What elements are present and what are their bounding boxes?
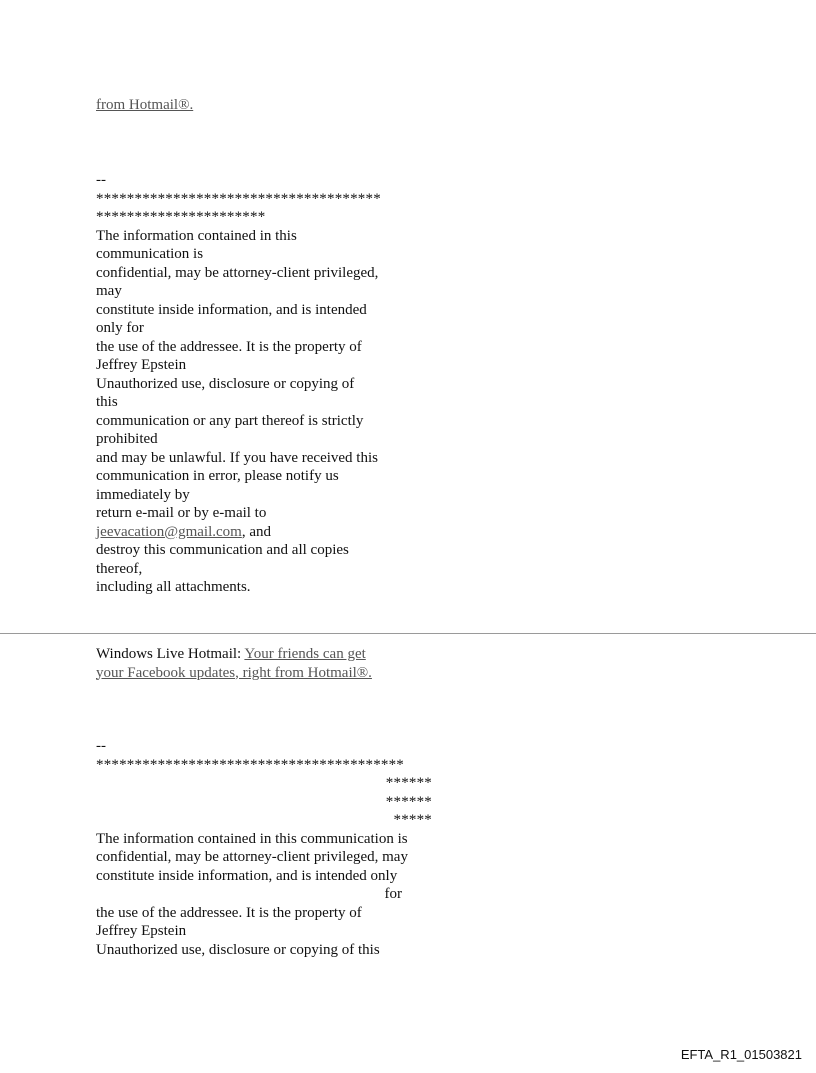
hotmail-promo [96,645,426,682]
signature-dash: -- [96,738,106,754]
disclaimer-line: including all attachments. [96,579,251,595]
disclaimer-line: confidential, may be attorney-client privileged, [96,264,379,281]
disclaimer-line: prohibited [96,431,158,447]
disclaimer-line: communication or any part thereof is strictly [96,412,364,429]
disclaimer-line: confidential, may be attorney-client privileged, may [96,849,408,865]
stars-line: ************************************* [96,190,381,207]
disclaimer-line: communication is [96,246,204,262]
disclaimer-line: communication in error, please notify us [96,468,339,484]
signature-block-2 [96,737,456,959]
disclaimer-line: constitute inside information, and is intended [96,301,367,318]
disclaimer-line: this [96,394,118,410]
top-fragment [96,96,426,115]
hotmail-link-fragment[interactable]: from Hotmail®. [96,97,194,113]
disclaimer-line: the use of the addressee. It is the property of [96,904,362,921]
horizontal-divider [0,633,816,634]
promo-link-part-1[interactable]: Your friends can get [244,646,366,662]
stars-line: **************************************** [96,756,404,773]
disclaimer-line: Unauthorized use, disclosure or copying of [96,375,355,392]
stars-line-right: ***** [393,812,432,828]
disclaimer-line: thereof, [96,560,143,577]
promo-label: Windows Live Hotmail: [96,646,245,662]
promo-link-part-2[interactable]: your Facebook updates, right from Hotmail®. [96,664,372,681]
disclaimer-line: The information contained in this [96,227,297,244]
disclaimer-line: Jeffrey Epstein [96,923,187,939]
disclaimer-line-right: for [384,886,402,902]
email-link[interactable]: jeevacation@gmail.com [96,523,242,540]
promo-line-1 [96,645,426,664]
stars-line: ********************** [96,209,266,225]
disclaimer-line: Jeffrey Epstein [96,357,187,373]
disclaimer-line: destroy this communication and all copies [96,542,349,558]
document-id: EFTA_R1_01503821 [680,1047,802,1062]
disclaimer-line: return e-mail or by e-mail to [96,505,267,521]
stars-line-right: ****** [385,775,432,791]
email-line-suffix: , and [241,523,272,540]
email-line [96,523,426,542]
disclaimer-line: and may be unlawful. If you have received this [96,449,378,466]
disclaimer-line: only for [96,320,144,336]
stars-line-right: ****** [385,793,432,810]
disclaimer-line: immediately by [96,486,190,503]
disclaimer-line: the use of the addressee. It is the property of [96,338,362,355]
signature-dash: -- [96,172,106,188]
disclaimer-line: Unauthorized use, disclosure or copying of this [96,941,380,958]
disclaimer-line: may [96,283,122,299]
disclaimer-line: constitute inside information, and is intended only [96,867,398,884]
disclaimer-line: The information contained in this communication is [96,830,408,847]
signature-block-1 [96,171,426,597]
